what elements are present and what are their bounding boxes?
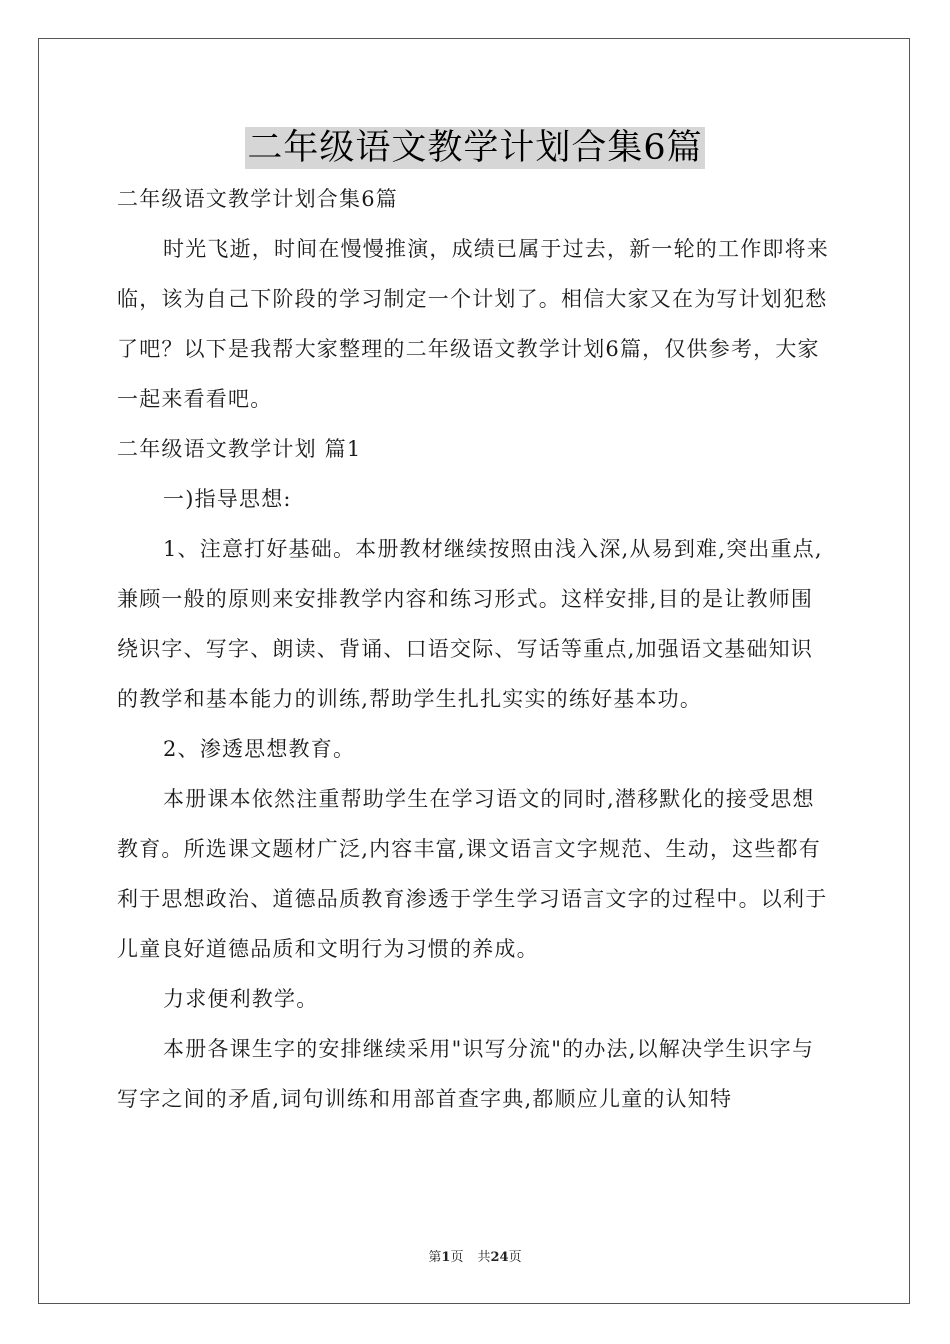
document-subtitle: 二年级语文教学计划合集6篇 xyxy=(117,187,398,211)
paragraph: 时光飞逝，时间在慢慢推演，成绩已属于过去，新一轮的工作即将来临，该为自己下阶段的学习制定一个计划了。相信大家又在为写计划犯愁了吧？以下是我帮大家整理的二年级语文教学计划6篇，仅供参考，大家一起来看看吧。 xyxy=(117,237,829,411)
page-footer xyxy=(0,1246,950,1265)
paragraph: 1、注意打好基础。本册教材继续按照由浅入深,从易到难,突出重点,兼顾一般的原则来安排教学内容和练习形式。这样安排,目的是让教师围绕识字、写字、朗读、背诵、口语交际、写话等重点,加强语文基础知识的教学和基本能力的训练,帮助学生扎扎实实的练好基本功。 xyxy=(117,537,823,711)
page-label-suffix: 页 xyxy=(450,1250,464,1265)
paragraph: 二年级语文教学计划 篇1 xyxy=(117,437,362,461)
paragraph: 本册各课生字的安排继续采用"识写分流"的办法,以解决学生识字与写字之间的矛盾,词句训练和用部首查字典,都顺应儿童的认知特 xyxy=(117,1037,815,1111)
page-label-prefix: 第 xyxy=(428,1250,442,1265)
paragraph: 本册课本依然注重帮助学生在学习语文的同时,潜移默化的接受思想教育。所选课文题材广泛,内容丰富,课文语言文字规范、生动，这些都有利于思想政治、道德品质教育渗透于学生学习语言文字的过程中。以利于儿童良好道德品质和文明行为习惯的养成。 xyxy=(117,787,828,961)
total-label-prefix: 共 xyxy=(477,1250,491,1265)
page-number: 1 xyxy=(441,1250,451,1265)
total-pages: 24 xyxy=(490,1250,509,1265)
paragraph: 2、渗透思想教育。 xyxy=(163,737,356,761)
paragraph: 力求便利教学。 xyxy=(163,987,319,1011)
title-container xyxy=(0,127,950,169)
paragraph-list xyxy=(117,224,833,1124)
document-body xyxy=(117,174,833,1124)
document-title: 二年级语文教学计划合集6篇 xyxy=(247,128,703,168)
paragraph: 一)指导思想: xyxy=(163,487,292,511)
total-label-suffix: 页 xyxy=(508,1250,522,1265)
